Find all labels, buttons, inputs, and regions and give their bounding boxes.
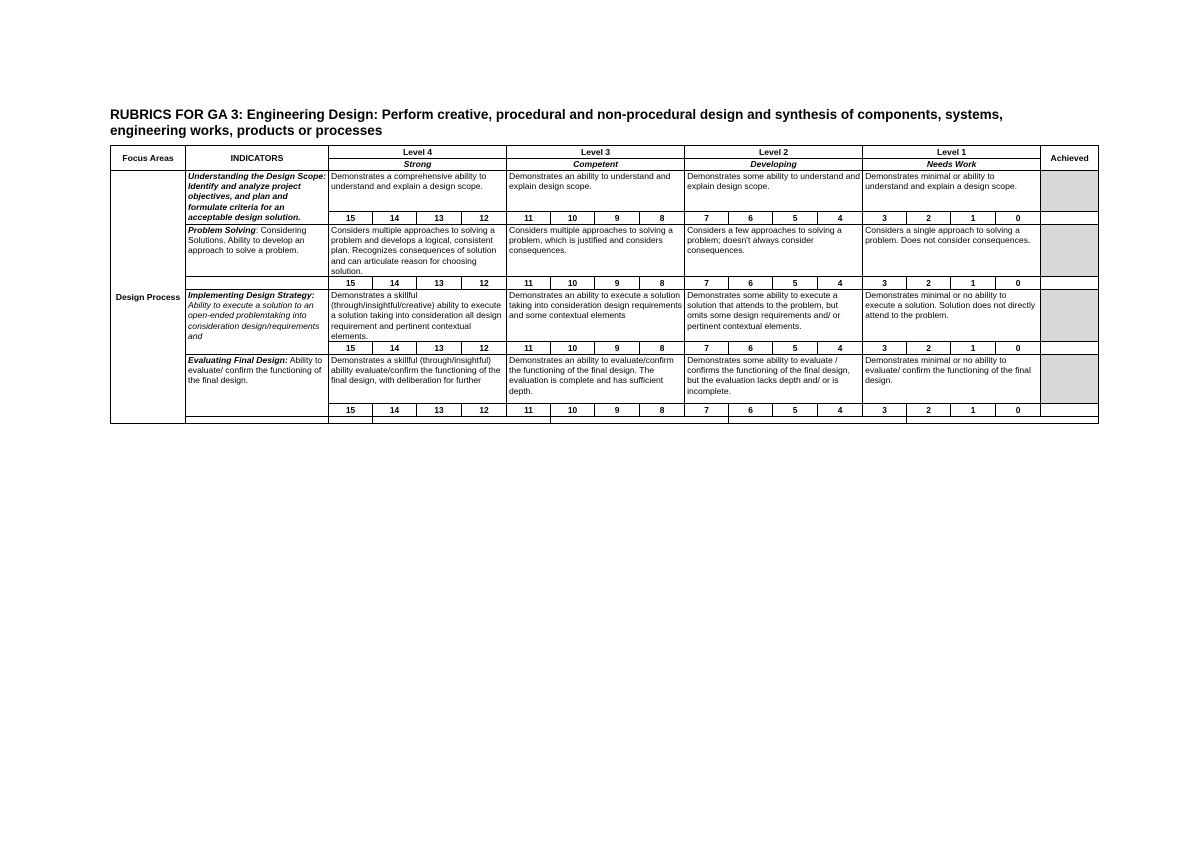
indicator-cell bbox=[186, 290, 329, 355]
score-cell: 2 bbox=[907, 404, 951, 417]
score-cell: 1 bbox=[951, 342, 996, 355]
score-cell: 6 bbox=[729, 342, 773, 355]
score-cell: 12 bbox=[462, 277, 507, 290]
indicator-title: Evaluating Final Design: bbox=[188, 355, 288, 366]
score-cell: 15 bbox=[329, 342, 373, 355]
score-cell: 9 bbox=[595, 277, 640, 290]
score-cell: 13 bbox=[417, 277, 462, 290]
score-cell: 7 bbox=[685, 212, 729, 225]
achieved-blank-cell bbox=[1041, 342, 1099, 355]
descriptor-level-4: Demonstrates a comprehensive ability to understand and explain a design scope. bbox=[329, 171, 507, 212]
score-cell: 2 bbox=[907, 342, 951, 355]
achieved-input-cell[interactable] bbox=[1041, 290, 1099, 342]
score-cell: 3 bbox=[863, 277, 907, 290]
header-level-1: Level 1 bbox=[863, 146, 1041, 159]
score-cell: 4 bbox=[818, 212, 863, 225]
score-cell: 8 bbox=[640, 342, 685, 355]
score-cell: 1 bbox=[951, 212, 996, 225]
descriptor-level-2: Demonstrates some ability to evaluate / confirms the functioning of the final design, but the evaluation lacks depth and/ or is incomplete. bbox=[685, 355, 863, 404]
header-level-4: Level 4 bbox=[329, 146, 507, 159]
score-cell: 10 bbox=[551, 212, 595, 225]
score-cell: 10 bbox=[551, 277, 595, 290]
achieved-blank-cell bbox=[1041, 404, 1099, 417]
descriptor-level-4: Demonstrates a skillful (through/insightful/creative) ability to execute a solution taking into consideration all design requirement and pertinent contextual elements. bbox=[329, 290, 507, 342]
score-cell: 10 bbox=[551, 404, 595, 417]
score-cell: 14 bbox=[373, 277, 417, 290]
score-cell: 11 bbox=[507, 277, 551, 290]
descriptor-level-3: Demonstrates an ability to execute a solution taking into consideration design requirements and some contextual elements bbox=[507, 290, 685, 342]
score-cell: 13 bbox=[417, 342, 462, 355]
score-cell: 3 bbox=[863, 342, 907, 355]
score-cell: 14 bbox=[373, 342, 417, 355]
score-cell: 7 bbox=[685, 277, 729, 290]
score-cell: 2 bbox=[907, 277, 951, 290]
rubric-table bbox=[110, 145, 1099, 424]
score-cell: 9 bbox=[595, 404, 640, 417]
descriptor-level-1: Demonstrates minimal or no ability to execute a solution. Solution does not directly attend to the problem. bbox=[863, 290, 1041, 342]
score-cell: 5 bbox=[773, 212, 818, 225]
score-cell: 9 bbox=[595, 212, 640, 225]
indicator-cell bbox=[186, 171, 329, 225]
score-cell: 6 bbox=[729, 212, 773, 225]
indicator-title: Problem Solving bbox=[188, 225, 256, 235]
score-cell: 14 bbox=[373, 212, 417, 225]
descriptor-cutoff bbox=[729, 417, 907, 424]
score-cell: 1 bbox=[951, 404, 996, 417]
score-cell: 10 bbox=[551, 342, 595, 355]
score-cell: 5 bbox=[773, 404, 818, 417]
score-cell: 8 bbox=[640, 212, 685, 225]
descriptor-level-1: Considers a single approach to solving a problem. Does not consider consequences. bbox=[863, 225, 1041, 277]
page-title: RUBRICS FOR GA 3: Engineering Design: Perform creative, procedural and non-procedural design and synthesis of components, systems, engineering works, products or processes bbox=[110, 107, 1003, 138]
header-focus-areas: Focus Areas bbox=[111, 146, 186, 171]
score-cell: 0 bbox=[996, 212, 1041, 225]
table-row bbox=[111, 290, 1099, 342]
indicator-title: Understanding the Design Scope: bbox=[188, 171, 326, 181]
level-1-name: Needs Work bbox=[863, 159, 1041, 171]
score-cell: 9 bbox=[595, 342, 640, 355]
score-cell: 7 bbox=[685, 404, 729, 417]
descriptor-level-2: Demonstrates some ability to understand and explain design scope. bbox=[685, 171, 863, 212]
descriptor-level-3: Demonstrates an ability to understand and explain design scope. bbox=[507, 171, 685, 212]
indicator-text: Ability to evaluate/ confirm the functioning of the final design. bbox=[188, 355, 323, 386]
header-indicators: INDICATORS bbox=[186, 146, 329, 171]
indicator-spacer bbox=[186, 277, 329, 290]
score-cell: 5 bbox=[773, 342, 818, 355]
table-row bbox=[111, 171, 1099, 212]
score-cell: 6 bbox=[729, 404, 773, 417]
score-cell: 1 bbox=[951, 277, 996, 290]
score-cell: 13 bbox=[417, 212, 462, 225]
score-cell: 2 bbox=[907, 212, 951, 225]
score-cell: 15 bbox=[329, 404, 373, 417]
focus-area-cutoff bbox=[186, 417, 329, 424]
descriptor-cutoff bbox=[907, 417, 1099, 424]
score-cell: 15 bbox=[329, 212, 373, 225]
score-cell: 12 bbox=[462, 404, 507, 417]
level-4-name: Strong bbox=[329, 159, 507, 171]
score-cell: 15 bbox=[329, 277, 373, 290]
score-cell: 0 bbox=[996, 342, 1041, 355]
achieved-blank-cell bbox=[1041, 277, 1099, 290]
score-cell: 13 bbox=[417, 404, 462, 417]
score-cell: 8 bbox=[640, 277, 685, 290]
descriptor-level-1: Demonstrates minimal or ability to understand and explain a design scope. bbox=[863, 171, 1041, 212]
focus-area-cell: Design Process bbox=[111, 171, 186, 424]
score-cell: 4 bbox=[818, 277, 863, 290]
achieved-input-cell[interactable] bbox=[1041, 355, 1099, 404]
descriptor-cutoff bbox=[551, 417, 729, 424]
score-cell: 3 bbox=[863, 404, 907, 417]
score-cell: 8 bbox=[640, 404, 685, 417]
descriptor-level-1: Demonstrates minimal or no ability to evaluate/ confirm the functioning of the final design. bbox=[863, 355, 1041, 404]
indicator-cell bbox=[186, 225, 329, 277]
indicator-text: Identify and analyze project objectives, and plan and formulate criteria for an acceptable design solution. bbox=[188, 181, 301, 222]
score-cell: 12 bbox=[462, 342, 507, 355]
score-cell: 11 bbox=[507, 404, 551, 417]
descriptor-level-2: Considers a few approaches to solving a problem; doesn't always consider consequences. bbox=[685, 225, 863, 277]
table-row bbox=[111, 355, 1099, 404]
descriptor-level-4: Considers multiple approaches to solving a problem and develops a logical, consistent plan. Recognizes consequences of solution and can articulate reason for choosing solution. bbox=[329, 225, 507, 277]
header-achieved: Achieved bbox=[1041, 146, 1099, 171]
score-cell: 14 bbox=[373, 404, 417, 417]
score-cell: 4 bbox=[818, 342, 863, 355]
rubric-table-container bbox=[110, 145, 1089, 479]
table-row bbox=[111, 225, 1099, 277]
table-row-cutoff bbox=[111, 417, 1099, 424]
score-cell: 12 bbox=[462, 212, 507, 225]
level-2-name: Developing bbox=[685, 159, 863, 171]
descriptor-level-3: Demonstrates an ability to evaluate/confirm the functioning of the final design. The evaluation is complete and has sufficient depth. bbox=[507, 355, 685, 404]
indicator-cell bbox=[186, 355, 329, 417]
achieved-blank-cell bbox=[1041, 212, 1099, 225]
indicator-text: : Considering Solutions. Ability to develop an approach to solve a problem. bbox=[188, 225, 307, 256]
score-cell: 7 bbox=[685, 342, 729, 355]
score-cell: 4 bbox=[818, 404, 863, 417]
descriptor-level-2: Demonstrates some ability to execute a solution that attends to the problem, but omits some design requirements and/ or pertinent contextual elements. bbox=[685, 290, 863, 342]
header-level-2: Level 2 bbox=[685, 146, 863, 159]
achieved-input-cell[interactable] bbox=[1041, 225, 1099, 277]
score-cell: 11 bbox=[507, 212, 551, 225]
score-cell: 6 bbox=[729, 277, 773, 290]
descriptor-level-3: Considers multiple approaches to solving a problem, which is justified and considers consequences. bbox=[507, 225, 685, 277]
score-cell: 11 bbox=[507, 342, 551, 355]
descriptor-cutoff bbox=[373, 417, 551, 424]
score-cell: 0 bbox=[996, 277, 1041, 290]
level-3-name: Competent bbox=[507, 159, 685, 171]
score-cell: 5 bbox=[773, 277, 818, 290]
score-row bbox=[111, 277, 1099, 290]
score-cell: 3 bbox=[863, 212, 907, 225]
header-level-3: Level 3 bbox=[507, 146, 685, 159]
indicator-text: Ability to execute a solution to an open-ended problemtaking into consideration design/requirements and bbox=[188, 300, 320, 341]
indicator-cutoff bbox=[329, 417, 373, 424]
indicator-title: Implementing Design Strategy: bbox=[188, 290, 315, 301]
score-cell: 0 bbox=[996, 404, 1041, 417]
descriptor-level-4: Demonstrates a skillful (through/insightful) ability evaluate/confirm the functioning of the final design, with deliberation for further bbox=[329, 355, 507, 404]
achieved-input-cell[interactable] bbox=[1041, 171, 1099, 212]
